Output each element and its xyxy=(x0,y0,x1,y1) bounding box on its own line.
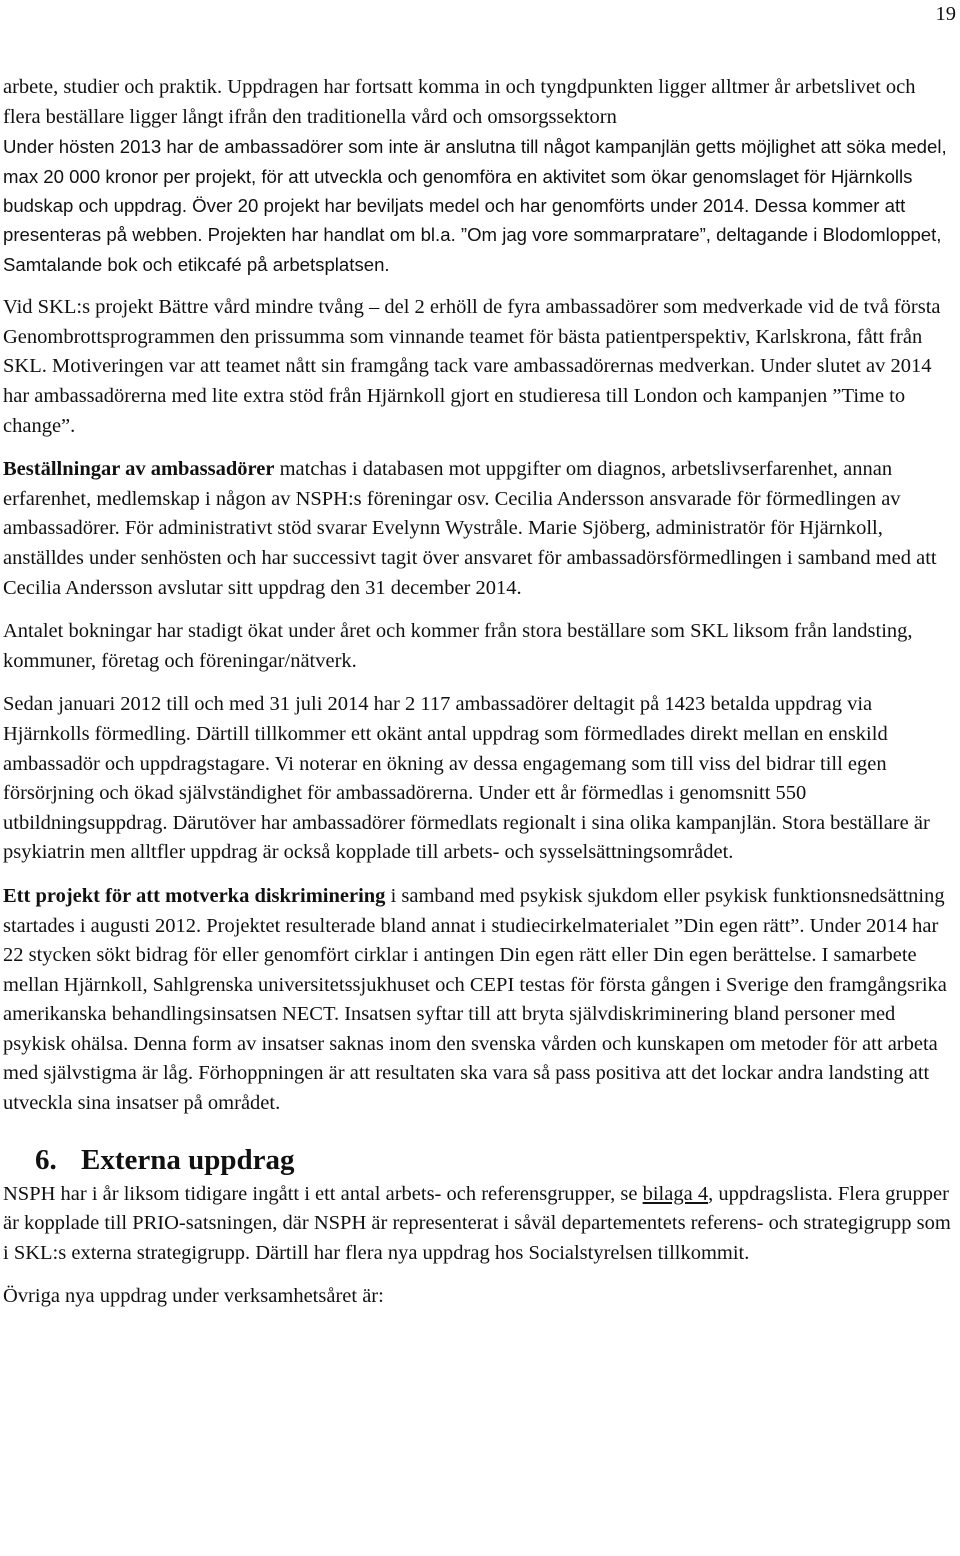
page-number: 19 xyxy=(935,3,956,25)
section-title: Externa uppdrag xyxy=(81,1143,295,1176)
bilaga-4-link[interactable]: bilaga 4 xyxy=(642,1182,709,1205)
paragraph-other-assignments: Övriga nya uppdrag under verksamhetsåret är: xyxy=(3,1285,384,1308)
document-body xyxy=(3,73,957,1328)
paragraph-ambassador-orders-heading: Beställningar av ambassadörer xyxy=(3,458,275,481)
paragraph-discrimination-heading: Ett projekt för att motverka diskriminering xyxy=(3,884,386,907)
paragraph-ambassador-orders xyxy=(3,455,957,603)
paragraph-intro xyxy=(3,73,957,132)
paragraph-discrimination-project xyxy=(3,882,957,1119)
paragraph-bookings: Antalet bokningar har stadigt ökat under året och kommer från stora beställare som SKL liksom från landsting, kommuner, företag och föreningar/nätverk. xyxy=(3,620,913,672)
paragraph-external-text-after: , uppdragslista. Flera grupper är kopplade till PRIO-satsningen, där NSPH är representerat i såväl departementets referens- och strategigrupp som i SKL:s externa strategigrupp. Därtill har flera nya uppdrag hos Socialstyrelsen tillkommit. xyxy=(3,1182,951,1264)
paragraph-ambassador-projects: Under hösten 2013 har de ambassadörer som inte är anslutna till något kampanjlän getts möjlighet att söka medel, max 20 000 kronor per projekt, för att utveckla och genomföra en aktivitet som ökar genomslaget för Hjärnkolls budskap och uppdrag. Över 20 projekt har beviljats medel och har genomförts under 2014. Dessa kommer att presenteras på webben. Projekten har handlat om bl.a. ”Om jag vore sommarpratare”, deltagande i Blodomloppet, Samtalande bok och etikcafé på arbetsplatsen. xyxy=(3,136,947,275)
paragraph-intro-text: arbete, studier och praktik. Uppdragen har fortsatt komma in och tyngdpunkten ligger alltmer år arbetslivet och flera beställare ligger långt ifrån den traditionella vård och omsorgssektorn xyxy=(3,76,916,128)
paragraph-external-assignments xyxy=(3,1180,957,1269)
paragraph-external-text-before: NSPH har i år liksom tidigare ingått i ett antal arbets- och referensgrupper, se xyxy=(3,1182,643,1205)
paragraph-discrimination-text: i samband med psykisk sjukdom eller psykisk funktionsnedsättning startades i augusti 2012. Projektet resulterade bland annat i studiecirkelmaterialet ”Din egen rätt”. Under 2014 har 22 stycken sökt bidrag för eller genomfört cirklar i antingen Din egen rätt eller Din egen berättelse. I samarbete mellan Hjärnkoll, Sahlgrenska universitetssjukhuset och CEPI testas för första gången i Sverige den framgångsrika amerikanska behandlingsinsatsen NECT. Insatsen syftar till att bryta självdiskriminering bland personer med psykisk ohälsa. Denna form av insatser saknas inom den svenska vården och kunskapen om metoder för att arbeta med självstigma är låg. Förhoppningen är att resultaten ska vara så pass positiva att det lockar andra landsting att utveckla sina insatser på området. xyxy=(3,884,947,1115)
section-number: 6. xyxy=(35,1143,57,1176)
paragraph-statistics: Sedan januari 2012 till och med 31 juli 2014 har 2 117 ambassadörer deltagit på 1423 betalda uppdrag via Hjärnkolls förmedling. Därtill tillkommer ett okänt antal uppdrag som förmedlades direkt mellan en enskild ambassadör och uppdragstagare. Vi noterar en ökning av dessa engagemang som till viss del bidrar till egen försörjning och ökad självständighet för ambassadörerna. Under ett år förmedlas i genomsnitt 550 utbildningsuppdrag. Därutöver har ambassadörer förmedlats regionalt i sina olika kampanjlän. Stora beställare är psykiatrin men alltfler uppdrag är också kopplade till arbets- och sysselsättningsområdet. xyxy=(3,693,930,864)
section-heading-externa-uppdrag xyxy=(3,1140,957,1180)
paragraph-ambassador-orders-text: matchas i databasen mot uppgifter om diagnos, arbetslivserfarenhet, annan erfarenhet, medlemskap i någon av NSPH:s föreningar osv. Cecilia Andersson ansvarade för förmedlingen av ambassadörer. För administrativt stöd svarar Evelynn Wystråle. Marie Sjöberg, administratör för Hjärnkoll, anställdes under senhösten och har successivt tagit över ansvaret för ambassadörsförmedlingen i samband med att Cecilia Andersson avslutar sitt uppdrag den 31 december 2014. xyxy=(3,458,937,599)
paragraph-skl-project: Vid SKL:s projekt Bättre vård mindre tvång – del 2 erhöll de fyra ambassadörer som medverkade vid de två första Genombrottsprogrammen den prissumma som vinnande teamet för bästa patientperspektiv, Karlskrona, fått från SKL. Motiveringen var att teamet nått sin framgång tack vare ambassadörernas medverkan. Under slutet av 2014 har ambassadörerna med lite extra stöd från Hjärnkoll gjort en studieresa till London och kampanjen ”Time to change”. xyxy=(3,296,941,437)
